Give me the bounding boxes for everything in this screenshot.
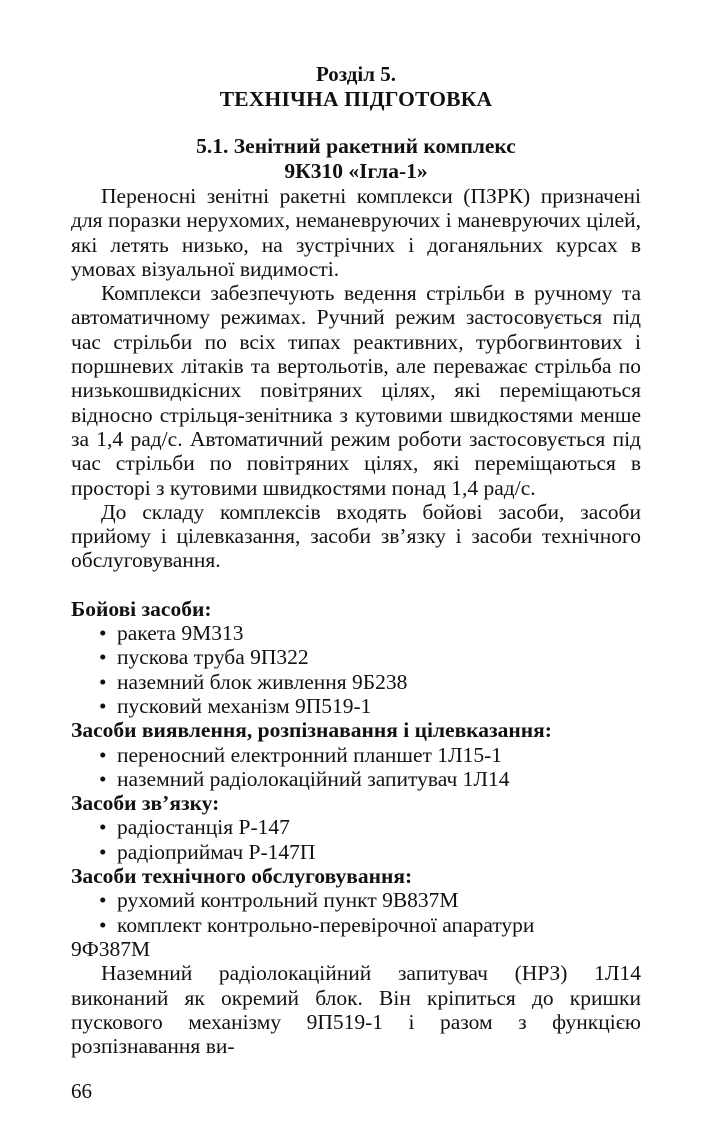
group-title: Засоби технічного обслуговування: <box>71 864 413 889</box>
list-item <box>99 913 641 937</box>
page-body <box>71 62 641 1058</box>
bullet-icon: • <box>99 815 107 840</box>
list-item <box>99 621 641 645</box>
section-heading <box>71 134 641 184</box>
section-title-line1: 5.1. Зенітний ракетний комплекс <box>196 134 516 158</box>
list-item-text: пускова труба 9П322 <box>117 645 309 670</box>
list-item-text: комплект контрольно-перевірочної апаратури <box>117 912 535 937</box>
bullet-icon: • <box>99 693 107 718</box>
list-item-text: переносний електронний планшет 1Л15-1 <box>117 742 502 767</box>
list-item <box>99 645 641 669</box>
list-item-continuation: 9Ф387М <box>71 936 151 961</box>
list-item <box>99 670 641 694</box>
bullet-icon: • <box>99 888 107 913</box>
equipment-group-maintenance <box>71 864 641 961</box>
chapter-title: ТЕХНІЧНА ПІДГОТОВКА <box>219 87 493 111</box>
closing-paragraph: Наземний радіолокаційний запитувач (НРЗ) 1Л14 виконаний як окремий блок. Він кріпиться до кришки пускового механізму 9П519-1 і разом з функцією розпізнавання ви- <box>71 961 641 1059</box>
item-list <box>71 743 641 792</box>
list-item-text: радіоприймач Р-147П <box>117 839 316 864</box>
list-item-text: пусковий механізм 9П519-1 <box>117 693 372 718</box>
group-title: Засоби зв’язку: <box>71 791 220 816</box>
list-item-text: наземний радіолокаційний запитувач 1Л14 <box>117 766 510 791</box>
bullet-icon: • <box>99 839 107 864</box>
chapter-label: Розділ 5. <box>315 62 397 86</box>
list-item-text: рухомий контрольний пункт 9В837М <box>117 888 459 913</box>
item-list <box>71 888 641 937</box>
list-item <box>99 840 641 864</box>
list-item-text: наземний блок живлення 9Б238 <box>117 669 408 694</box>
chapter-heading <box>71 62 641 112</box>
bullet-icon: • <box>99 645 107 670</box>
bullet-icon: • <box>99 742 107 767</box>
item-list <box>71 621 641 718</box>
bullet-icon: • <box>99 621 107 646</box>
list-item <box>99 743 641 767</box>
spacer <box>71 573 641 597</box>
bullet-icon: • <box>99 912 107 937</box>
paragraph: Переносні зенітні ракетні комплекси (ПЗРК) призначені для поразки нерухомих, неманевруючих і маневруючих цілей, які летять низько, на зустрічних і доганяльних курсах в умовах візуальної видимості. <box>71 184 641 281</box>
equipment-group-communication <box>71 791 641 864</box>
page-number: 66 <box>71 1079 92 1103</box>
group-title: Бойові засоби: <box>71 596 212 621</box>
list-item-text: ракета 9М313 <box>117 621 244 646</box>
list-item <box>99 815 641 839</box>
equipment-group-combat <box>71 597 641 718</box>
list-item-text: радіостанція Р-147 <box>117 815 290 840</box>
bullet-icon: • <box>99 766 107 791</box>
paragraph: До складу комплексів входять бойові засоби, засоби прийому і цілевказання, засоби зв’язку і засоби технічного обслуговування. <box>71 499 641 573</box>
paragraph: Комплекси забезпечують ведення стрільби в ручному та автоматичному режимах. Ручний режим застосовується під час стрільби по всіх типах реактивних, турбогвинтових і поршневих літаків та вертольотів, але переважає стрільба по низькошвидкісних повітряних цілях, які переміщаються відносно стрільця-зенітника з кутовими швидкостями менше за 1,4 рад/с. Автоматичний режим роботи застосовується під час стрільби по повітряних цілях, які переміщаються в просторі з кутовими швидкостями понад 1,4 рад/с. <box>71 281 641 500</box>
section-title-line2: 9К310 «Ігла-1» <box>284 159 428 183</box>
equipment-group-detection <box>71 718 641 791</box>
group-title: Засоби виявлення, розпізнавання і цілевказання: <box>71 718 552 743</box>
list-item <box>99 767 641 791</box>
list-item <box>99 888 641 912</box>
bullet-icon: • <box>99 669 107 694</box>
item-list <box>71 815 641 864</box>
list-item <box>99 694 641 718</box>
